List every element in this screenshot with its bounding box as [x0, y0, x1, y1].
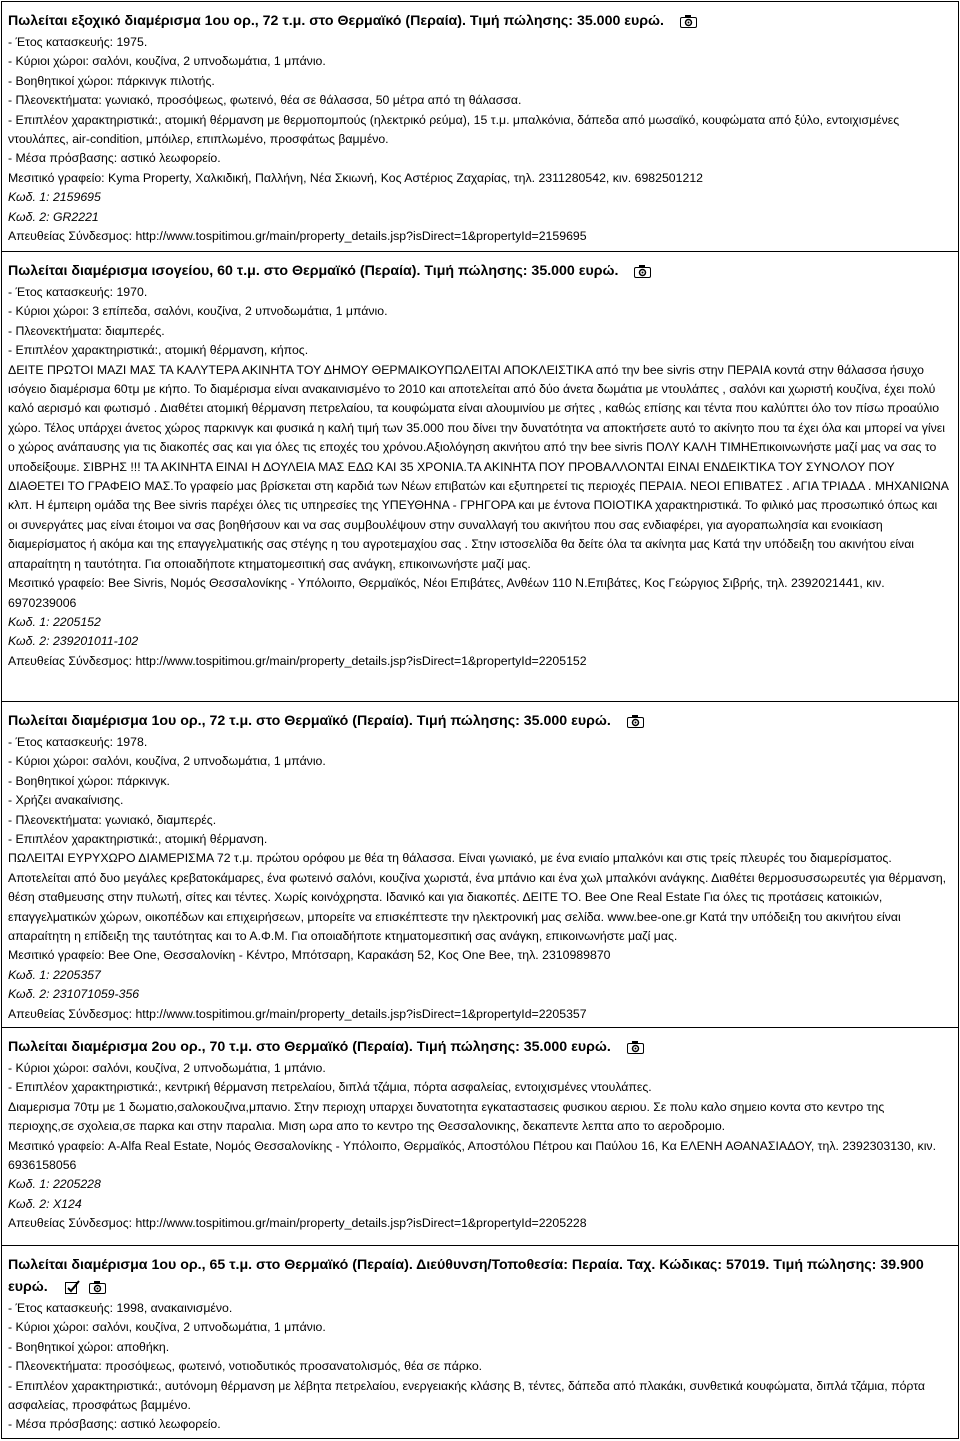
listing-title-text: Πωλείται διαμέρισμα 1ου ορ., 65 τ.μ. στο Θερμαϊκό (Περαία). Διεύθυνση/Τοποθεσία: Περαία. Ταχ. Κώδικας: 57019. Τιμή πώλησης: 39.900 ευρώ. [8, 1257, 924, 1295]
feature-line: - Έτος κατασκευής: 1978. [8, 735, 148, 749]
listing-1 [2, 2, 958, 252]
listing-5 [2, 1246, 958, 1439]
camera-icon[interactable] [634, 264, 651, 278]
listing-3 [2, 702, 958, 1028]
feature-line: - Μέσα πρόσβασης: αστικό λεωφορείο. [8, 151, 221, 166]
code-2: Κωδ. 2: X124 [8, 1196, 82, 1211]
feature-line: - Βοηθητικοί χώροι: αποθήκη. [8, 1339, 170, 1354]
listing-title-text: Πωλείται διαμέρισμα 1ου ορ., 72 τ.μ. στο Θερμαϊκό (Περαία). Τιμή πώλησης: 35.000 ευρώ. [8, 713, 611, 729]
checkbox-icon[interactable] [64, 1280, 81, 1294]
direct-link[interactable]: Απευθείας Σύνδεσμος: http://www.tospitimou.gr/main/property_details.jsp?isDirect=1&propertyId=2205228 [8, 1216, 587, 1231]
listing-title-text: Πωλείται διαμέρισμα ισογείου, 60 τ.μ. στο Θερμαϊκό (Περαία). Τιμή πώλησης: 35.000 ευρώ. [8, 263, 619, 279]
listing-title [8, 1036, 950, 1058]
listings-page [1, 1, 959, 1439]
camera-icon[interactable] [680, 14, 697, 28]
agency-office: Μεσιτικό γραφείο: Bee Sivris, Νομός Θεσσαλονίκης - Υπόλοιπο, Θερμαϊκός, Νέοι Επιβάτες, Ανθέων 110 Ν.Επιβάτες, Κος Γεώργιος Σιβρής, τηλ. 2392021441, κιν. 6970239006 [8, 576, 885, 610]
listing-description: Διαμερισμα 70τμ με 1 δωματιο,σαλοκουζινα,μπανιο. Στην περιοχη υπαρχει δυνατοτητα εγκαταστασεις φυσικου αεριου. Σε πολυ καλο σημειο κοντα στο κεντρο της περιοχης,σε σχολεια,σε παρκα και στην παραλια. Μιση ωρα απο το κεντρο της Θεσσαλονικης, δεκαπεντε λεπτα απο το αεροδρομιο. [8, 1099, 885, 1134]
agency-office: Μεσιτικό γραφείο: A-Alfa Real Estate, Νομός Θεσσαλονίκης - Υπόλοιπο, Θερμαϊκός, Αποστόλου Πέτρου και Παύλου 16, Κα ΕΛΕΝΗ ΑΘΑΝΑΣΙΑΔΟΥ, τηλ. 2392303130, κιν. 6936158056 [8, 1138, 936, 1173]
feature-line: - Έτος κατασκευής: 1998, ανακαινισμένο. [8, 1301, 233, 1315]
feature-line: - Επιπλέον χαρακτηριστικά:, ατομική θέρμανση. [8, 832, 268, 847]
camera-icon[interactable] [627, 714, 644, 728]
feature-line: - Χρήζει ανακαίνισης. [8, 793, 124, 808]
listing-title [8, 10, 950, 32]
feature-line: - Κύριοι χώροι: σαλόνι, κουζίνα, 2 υπνοδωμάτια, 1 μπάνιο. [8, 54, 326, 69]
code-1: Κωδ. 1: 2205152 [8, 614, 101, 629]
feature-line: - Επιπλέον χαρακτηριστικά:, κεντρική θέρμανση πετρελαίου, διπλά τζάμια, πόρτα ασφαλείας, εντοιχισμένες ντουλάπες. [8, 1080, 652, 1095]
feature-line: - Βοηθητικοί χώροι: πάρκινγκ. [8, 773, 170, 788]
feature-line: - Πλεονεκτήματα: γωνιακό, διαμπερές. [8, 812, 217, 827]
listing-title-text: Πωλείται εξοχικό διαμέρισμα 1ου ορ., 72 τ.μ. στο Θερμαϊκό (Περαία). Τιμή πώλησης: 35.000 ευρώ. [8, 13, 664, 29]
code-2: Κωδ. 2: 239201011-102 [8, 634, 139, 649]
direct-link[interactable]: Απευθείας Σύνδεσμος: http://www.tospitimou.gr/main/property_details.jsp?isDirect=1&propertyId=2205357 [8, 1006, 587, 1021]
feature-line: - Επιπλέον χαρακτηριστικά:, ατομική θέρμανση με θερμοπομπούς (ηλεκτρικό ρεύμα), 15 τ.μ. μπαλκόνια, δάπεδα από μωσαϊκό, κουφώματα από ξύλο, εντοιχισμένες ντουλάπες, air-condition, μπόιλερ, επιπλωμένο, προσφάτως βαμμένο. [8, 112, 900, 147]
feature-line: - Πλεονεκτήματα: διαμπερές. [8, 323, 165, 338]
listing-title-text: Πωλείται διαμέρισμα 2ου ορ., 70 τ.μ. στο Θερμαϊκό (Περαία). Τιμή πώλησης: 35.000 ευρώ. [8, 1039, 611, 1055]
feature-line: - Κύριοι χώροι: σαλόνι, κουζίνα, 2 υπνοδωμάτια, 1 μπάνιο. [8, 754, 326, 769]
code-2: Κωδ. 2: 231071059-356 [8, 987, 140, 1002]
code-1: Κωδ. 1: 2159695 [8, 190, 101, 205]
feature-line: - Πλεονεκτήματα: γωνιακό, προσόψεως, φωτεινό, θέα σε θάλασσα, 50 μέτρα από τη θάλασσα. [8, 93, 522, 108]
feature-line: - Έτος κατασκευής: 1975. [8, 35, 148, 49]
listing-4 [2, 1028, 958, 1246]
agency-office: Μεσιτικό γραφείο: Kyma Property, Χαλκιδική, Παλλήνη, Νέα Σκιωνή, Κος Αστέριος Ζαχαρίας, τηλ. 2311280542, κιν. 6982501212 [8, 170, 704, 185]
camera-icon[interactable] [627, 1040, 644, 1054]
listing-title [8, 710, 950, 732]
feature-line: - Έτος κατασκευής: 1970. [8, 285, 148, 299]
listing-title [8, 260, 950, 282]
direct-link[interactable]: Απευθείας Σύνδεσμος: http://www.tospitimou.gr/main/property_details.jsp?isDirect=1&propertyId=2159695 [8, 229, 587, 244]
feature-line: - Επιπλέον χαρακτηριστικά:, ατομική θέρμανση, κήπος. [8, 343, 309, 358]
feature-line: - Πλεονεκτήματα: προσόψεως, φωτεινό, νοτιοδυτικός προσανατολισμός, θέα σε πάρκο. [8, 1359, 483, 1374]
code-1: Κωδ. 1: 2205228 [8, 1177, 101, 1192]
feature-line: - Κύριοι χώροι: 3 επίπεδα, σαλόνι, κουζίνα, 2 υπνοδωμάτια, 1 μπάνιο. [8, 304, 388, 319]
code-1: Κωδ. 1: 2205357 [8, 967, 101, 982]
listing-description: ΔΕΙΤΕ ΠΡΩΤΟΙ ΜΑΖΙ ΜΑΣ ΤΑ ΚΑΛΥΤΕΡΑ ΑΚΙΝΗΤΑ ΤΟΥ ΔΗΜΟΥ ΘΕΡΜΑΙΚΟΥΠΩΛΕΙΤΑΙ ΑΠΟΚΛΕΙΣΤΙΚΑ από την bee sivris στην ΠΕΡΑΙΑ κοντά στην θάλασσα ήσυχο ισόγειο διαμέρισμα 60τμ με κήπο. Το διαμέρισμα είναι ανακαινισμένο το 2010 και αποτελείται από δύο άνετα δωμάτια με ντουλάπες , σαλόνι και χωριστή κουζίνα, έχει πολύ καλό αερισμό και φωτισμό . Διαθέτει ατομική θέρμανση πετρελαίου, τα κουφώματα είναι αλουμινίου με σήτες , καθώς επίσης και τέντα που καλύπτει όλο τον πίσω προαύλιο χώρο. Τέλος υπάρχει άνετος χώρος παρκινγκ και φυσικά η καλή τιμή των 35.000 που δίνει την δυνατότητα να αποκτήσετε αυτό το ακίνητο που τα έχει όλα και μπορεί να γίνει ο χώρος ανάπαυσης για τις διακοπές σας και για όλες τις εποχές του χρόνου.Αξιολόγηση ακινήτου από την bee sivris ΠΟΛΥ ΚΑΛΗ ΤΙΜΗΕπικοινωνήστε μαζί μας να σας το υποδείξουμε. ΣΙΒΡΗΣ !!! ΤΑ ΑΚΙΝΗΤΑ ΕΙΝΑΙ Η ΔΟΥΛΕΙΑ ΜΑΣ ΕΔΩ ΚΑΙ 35 ΧΡΟΝΙΑ.ΤΑ ΑΚΙΝΗΤΑ ΠΟΥ ΠΡΟΒΑΛΛΟΝΤΑΙ ΕΙΝΑΙ ΕΝΔΕΙΚΤΙΚΑ ΤΟΥ ΣΥΝΟΛΟΥ ΠΟΥ ΔΙΑΘΕΤΕΙ ΤΟ ΓΡΑΦΕΙΟ ΜΑΣ.Το γραφείο μας βρίσκεται στη καρδιά των Νέων επιβατών και εξυπηρετεί τις περιοχές ΠΕΡΑΙΑ. ΝΕΟΙ ΕΠΙΒΑΤΕΣ . ΑΓΙΑ ΤΡΙΑΔΑ . ΜΗΧΑΝΙΩΝΑ κλπ. Η έμπειρη ομάδα της Bee sivris παρέχει όλες τις υπηρεσίες της ΥΠΕΥΘΗΝΑ - ΓΡΗΓΟΡΑ και με έντονα ΠΟΙΟΤΙΚΑ χαρακτηριστικά. Το φιλικό μας προσωπικό όπως και οι συνεργάτες μας είναι έτοιμοι να σας βοηθήσουν και να σας συμβουλέψουν στην συναλλαγή του ακινήτου που σας ενδιαφέρει, για αγοραπωλησία και ενοικίαση διαμερίσματος ή ακόμα και της επαγγελματικής σας στέγης η του αγροτεμαχίου σας . Στην ιστοσελίδα θα δείτε όλα τα ακίνητα μας Κατά την υπόδειξη του ακινήτου είναι απαραίτητη η ταυτότητα. Για οποιαδήποτε κτηματομεσιτική σας ανάγκη, επικοινωνήστε μαζί μας. [8, 362, 949, 571]
code-2: Κωδ. 2: GR2221 [8, 209, 99, 224]
listing-description: ΠΩΛΕΙΤΑΙ ΕΥΡΥΧΩΡΟ ΔΙΑΜΕΡΙΣΜΑ 72 τ.μ. πρώτου ορόφου με θέα τη θάλασσα. Είναι γωνιακό, με ένα ενιαίο μπαλκόνι και στις τρείς πλευρές του διαμερίσματος. Αποτελείται από δυο μεγάλες κρεβατοκάμαρες, ένα φωτεινό σαλόνι, κουζίνα χωριστά, ένα μπάνιο και ένα χωλ μπαλκόνι ανάγκης. Διαθέτει θερμοσυσσωρευτές για θέρμανση, θέση σταθμευσης στην πυλωτή, σίτες και τέντες. Χωρίς κοινόχρηστα. Ιδανικό και για διακοπές. ΔΕΙΤΕ ΤΟ. Bee One Real Estate Για όλες τις προτάσεις κατοικιών, επαγγελματικών χώρων, οικοπέδων και επιχειρήσεων, μπορείτε να επισκέπτεστε την ηλεκτρονική μας σελίδα. www.bee-one.gr Κατά την υπόδειξη του ακινήτου είναι απαραίτητη η επίδειξη της ταυτότητας και το Α.Φ.Μ. Για οποιαδήποτε κτηματομεσιτική σας ανάγκη, επικοινωνήστε μαζί μας. [8, 851, 947, 944]
listing-title [8, 1254, 950, 1298]
feature-line: - Βοηθητικοί χώροι: πάρκινγκ πιλοτής. [8, 73, 215, 88]
direct-link[interactable]: Απευθείας Σύνδεσμος: http://www.tospitimou.gr/main/property_details.jsp?isDirect=1&propertyId=2205152 [8, 653, 587, 668]
agency-office: Μεσιτικό γραφείο: Bee One, Θεσσαλονίκη - Κέντρο, Μπότσαρη, Καρακάση 52, Κος One Bee, τηλ. 2310989870 [8, 948, 611, 963]
feature-line: - Κύριοι χώροι: σαλόνι, κουζίνα, 2 υπνοδωμάτια, 1 μπάνιο. [8, 1320, 326, 1335]
camera-icon[interactable] [89, 1280, 106, 1294]
feature-line: - Κύριοι χώροι: σαλόνι, κουζίνα, 2 υπνοδωμάτια, 1 μπάνιο. [8, 1061, 326, 1075]
listing-2 [2, 252, 958, 702]
feature-line: - Επιπλέον χαρακτηριστικά:, αυτόνομη θέρμανση με λέβητα πετρελαίου, ενεργειακής κλάσης Β, τέντες, δάπεδα από πλακάκι, συνθετικά κουφώματα, διπλά τζάμια, πόρτα ασφαλείας, προσφάτως βαμμένο. [8, 1378, 926, 1413]
feature-line: - Μέσα πρόσβασης: αστικό λεωφορείο. [8, 1417, 221, 1432]
